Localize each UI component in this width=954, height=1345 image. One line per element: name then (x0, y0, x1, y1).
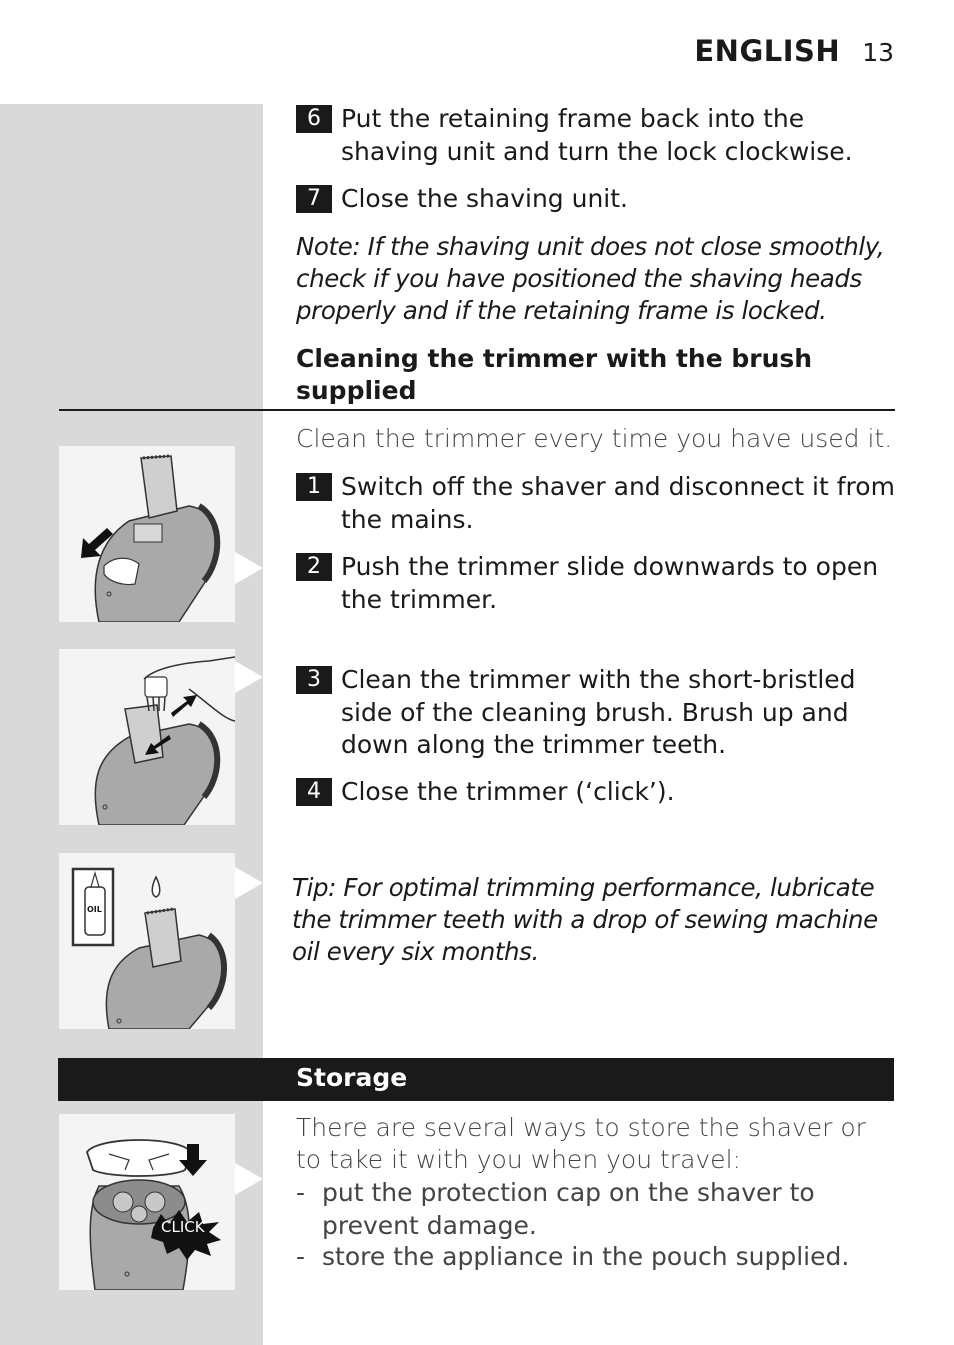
step-text: Clean the trimmer with the short-bristled side of the cleaning brush. Brush up and down along the trimmer teeth. (341, 665, 856, 759)
illustration-trimmer-brush (59, 649, 235, 825)
step-number: 6 (296, 105, 332, 133)
page-number: 13 (862, 38, 894, 67)
section-heading-trimmer: Cleaning the trimmer with the brush supplied (296, 344, 813, 405)
step-text: Put the retaining frame back into the shaving unit and turn the lock clockwise. (341, 104, 853, 166)
step-2 (296, 551, 896, 616)
illustration-pointer (235, 867, 263, 899)
section-bar-storage (59, 1059, 893, 1100)
illustration-trimmer-open (59, 446, 235, 622)
note-text: Note: If the shaving unit does not close smoothly, check if you have positioned the shaving heads properly and if the retaining frame is locked. (296, 232, 885, 325)
step-number: 4 (296, 778, 332, 806)
language-label: ENGLISH (694, 34, 841, 68)
step-7 (296, 183, 896, 216)
step-number: 3 (296, 666, 332, 694)
step-number: 7 (296, 185, 332, 213)
step-text: Close the shaving unit. (341, 184, 628, 213)
page-header (694, 34, 894, 74)
step-text: Switch off the shaver and disconnect it from the mains. (341, 472, 895, 534)
step-3 (296, 664, 896, 762)
protection-cap-icon (59, 1114, 235, 1290)
step-number: 2 (296, 553, 332, 581)
illustration-trimmer-oil (59, 853, 235, 1029)
list-item: - store the appliance in the pouch supplied. (296, 1242, 850, 1271)
illustration-pointer (235, 552, 263, 584)
step-4 (296, 776, 896, 809)
section-rule (59, 409, 895, 411)
oil-label: OIL (87, 905, 102, 914)
shaver-trimmer-open-icon (59, 446, 235, 622)
storage-intro: There are several ways to store the shaver or to take it with you when you travel: (296, 1113, 866, 1174)
oil-bottle-icon (59, 853, 235, 1029)
illustration-pointer (235, 1163, 263, 1195)
tip-text: Tip: For optimal trimming performance, lubricate the trimmer teeth with a drop of sewing machine oil every six months. (292, 873, 878, 966)
step-1 (296, 471, 896, 536)
click-label: CLICK (161, 1218, 205, 1236)
step-number: 1 (296, 473, 332, 501)
trimmer-intro: Clean the trimmer every time you have used it. (296, 424, 893, 453)
brush-cleaning-icon (59, 649, 235, 825)
list-item: - put the protection cap on the shaver to prevent damage. (296, 1178, 815, 1240)
step-6 (296, 103, 896, 168)
illustration-cap-click (59, 1114, 235, 1290)
illustration-pointer (235, 661, 263, 693)
section-heading-storage: Storage (296, 1063, 408, 1092)
step-text: Close the trimmer (‘click’). (341, 777, 675, 806)
step-text: Push the trimmer slide downwards to open the trimmer. (341, 552, 879, 614)
